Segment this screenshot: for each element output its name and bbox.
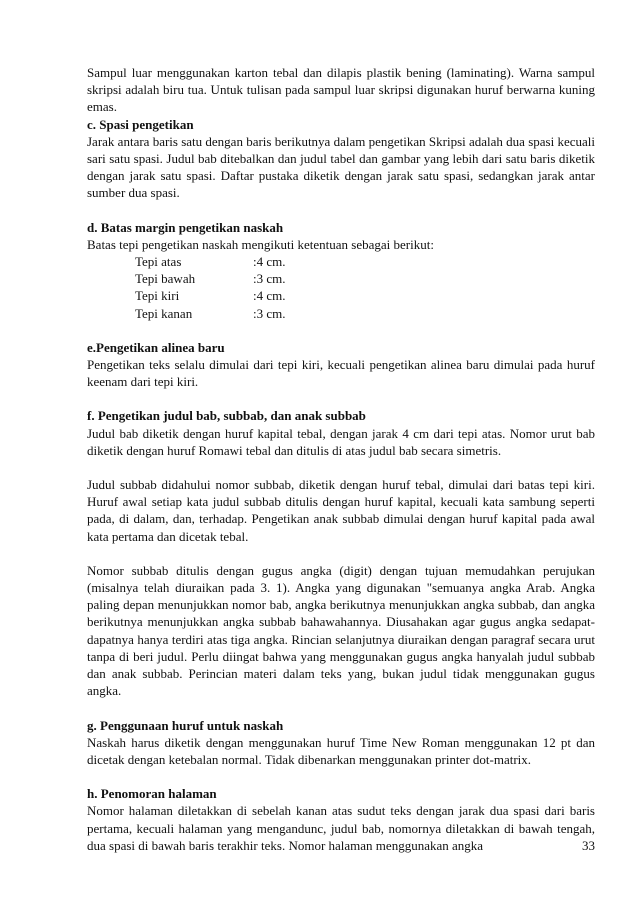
heading-spasi-pengetikan: c. Spasi pengetikan [87,116,194,132]
heading-alinea-baru: e.Pengetikan alinea baru [87,339,225,355]
paragraph-batas-margin: Batas tepi pengetikan naskah mengikuti ketentuan sebagai berikut: [87,236,434,252]
heading-penggunaan-huruf: g. Penggunaan huruf untuk naskah [87,717,284,733]
margin-value: :3 cm. [253,305,286,321]
page-number: 33 [582,838,595,853]
margin-value: :4 cm. [253,254,286,270]
margin-value: :4 cm. [253,288,286,304]
margin-label: Tepi atas [135,254,182,270]
paragraph-spasi-pengetikan: Jarak antara baris satu dengan baris berikutnya dalam pengetikan Skripsi adalah dua spasi kecuali sari satu spasi. Judul bab ditebalkan dan judul tabel dan gambar yang lebih dari satu baris diketik dengan jarak satu spasi. Daftar pustaka diketik dengan jarak satu spasi, sedangkan jarak antar sumber dua spasi. [87,133,595,201]
paragraph-judul-bab-1: Judul bab diketik dengan huruf kapital tebal, dengan jarak 4 cm dari tepi atas. Nomor urut bab diketik dengan huruf Romawi tebal dan ditulis di atas judul bab secara simetris. [87,425,595,458]
margin-row-kiri [135,287,595,304]
intro-paragraph: Sampul luar menggunakan karton tebal dan dilapis plastik bening (laminating). Warna sampul skripsi adalah biru tua. Untuk tulisan pada sampul luar skripsi digunakan huruf berwarna kuning emas. [87,65,595,115]
margin-value: :3 cm. [253,271,286,287]
margin-label: Tepi kiri [135,288,180,304]
margin-row-kanan [135,305,595,322]
heading-judul-bab: f. Pengetikan judul bab, subbab, dan anak subbab [87,408,366,424]
margin-label: Tepi kanan [135,305,193,321]
margin-row-bawah [135,270,595,287]
heading-batas-margin: d. Batas margin pengetikan naskah [87,219,284,235]
paragraph-judul-bab-3: Nomor subbab ditulis dengan gugus angka (digit) dengan tujuan memudahkan perujukan (misalnya telah diuraikan pada 3. 1). Angka yang digunakan "semuanya angka Arab. Angka paling depan menunjukkan nomor bab, angka berikutnya menunjukkan angka subbab, dan angka berikutnya menunjukkan angka subbab bahawahannya. Diusahakan agar gugus angka sedapat-dapatnya hanya terdiri atas tiga angka. Rincian selanjutnya diuraikan dengan paragraf secara urut tanpa di beri judul. Perlu diingat bahwa yang menggunakan gugus angka hanyalah judul subbab dan anak subbab. Perincian materi dalam teks yang, bukan judul tidak menggunakan gugus angka. [87,562,595,699]
paragraph-judul-bab-2: Judul subbab didahului nomor subbab, diketik dengan huruf tebal, dimulai dari batas tepi kiri. Huruf awal setiap kata judul subbab ditulis dengan huruf kapital, kecuali kata sambung seperti pada, di dalam, dan, terhadap. Pengetikan anak subbab dimulai dengan huruf kapital pada awal kata pertama dan dicetak tebal. [87,477,595,544]
heading-penomoran-halaman: h. Penomoran halaman [87,786,217,802]
paragraph-penomoran-halaman: Nomor halaman diletakkan di sebelah kanan atas sudut teks dengan jarak dua spasi dari baris pertama, kecuali halaman yang mengandunc, judul bab, nomornya diletakkan di bawah tengah, dua spasi di bawah baris terakhir teks. Nomor halaman menggunakan angka [87,803,595,853]
margin-label: Tepi bawah [135,271,196,287]
paragraph-alinea-baru: Pengetikan teks selalu dimulai dari tepi kiri, kecuali pengetikan alinea baru dimulai pada huruf keenam dari tepi kiri. [87,357,595,390]
paragraph-penggunaan-huruf: Naskah harus diketik dengan menggunakan huruf Time New Roman menggunakan 12 pt dan dicetak dengan ketebalan normal. Tidak dibenarkan menggunakan printer dot-matrix. [87,734,595,767]
document-page [87,64,595,854]
margin-row-atas [135,253,595,270]
